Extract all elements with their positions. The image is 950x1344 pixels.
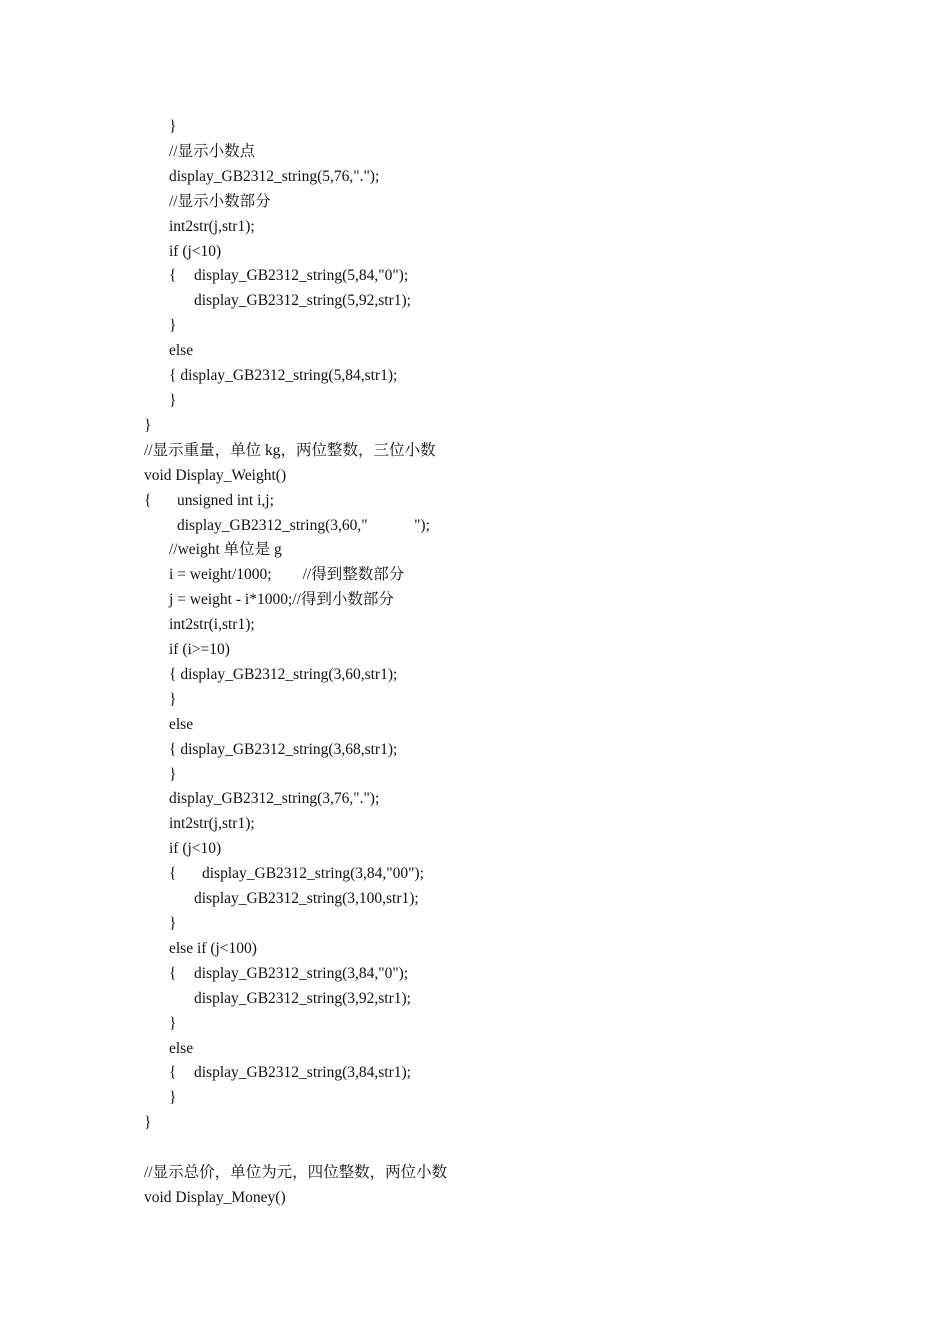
code-comment: //显示小数部分 [169, 192, 271, 210]
code-line: { display_GB2312_string(5,84,str1); [169, 367, 398, 385]
code-comment: //显示小数点 [169, 142, 256, 160]
code-line: i = weight/1000; //得到整数部分 [169, 566, 405, 584]
code-line: { unsigned int i,j; [144, 491, 274, 509]
code-comment: //显示总价，单位为元，四位整数，两位小数 [144, 1164, 448, 1182]
code-line: { display_GB2312_string(3,60,str1); [169, 665, 398, 683]
function-signature: void Display_Weight() [144, 466, 287, 484]
code-line: } [144, 1114, 152, 1132]
code-line: if (j<10) [169, 242, 222, 260]
code-line: if (j<10) [169, 840, 222, 858]
blank-line [0, 1136, 950, 1161]
code-line: int2str(i,str1); [169, 616, 255, 634]
code-line: display_GB2312_string(5,76,"."); [169, 167, 380, 185]
code-line: else if (j<100) [169, 939, 257, 957]
code-line: } [169, 118, 177, 135]
function-signature: void Display_Money() [144, 1188, 286, 1206]
code-line: { display_GB2312_string(5,84,"0"); [169, 267, 409, 285]
code-line: } [169, 1089, 177, 1107]
code-line: display_GB2312_string(5,92,str1); [194, 292, 411, 310]
code-line: } [169, 317, 177, 335]
code-line: { display_GB2312_string(3,84,str1); [169, 1064, 411, 1082]
code-line: } [169, 765, 177, 783]
code-line: { display_GB2312_string(3,84,"00"); [169, 865, 424, 883]
code-comment: //显示重量，单位 kg，两位整数，三位小数 [144, 441, 436, 459]
code-line: else [169, 715, 194, 733]
code-line: } [169, 391, 177, 409]
code-line: display_GB2312_string(3,60," "); [177, 516, 430, 534]
code-line: { display_GB2312_string(3,68,str1); [169, 740, 398, 758]
code-line: } [144, 416, 152, 434]
code-line: } [169, 915, 177, 932]
code-line: display_GB2312_string(3,92,str1); [194, 989, 411, 1007]
code-line: int2str(j,str1); [169, 815, 255, 833]
code-line: } [169, 1014, 177, 1032]
code-line: display_GB2312_string(3,100,str1); [194, 890, 419, 908]
code-line: display_GB2312_string(3,76,"."); [169, 790, 380, 808]
code-comment: //weight 单位是 g [169, 541, 282, 559]
code-line: else [169, 342, 194, 360]
code-line: } [169, 690, 177, 708]
code-line: if (i>=10) [169, 641, 230, 659]
code-listing [0, 115, 950, 1211]
code-line: j = weight - i*1000;//得到小数部分 [169, 591, 394, 609]
code-line: else [169, 1039, 194, 1057]
code-line: int2str(j,str1); [169, 217, 255, 235]
code-line: { display_GB2312_string(3,84,"0"); [169, 964, 409, 982]
